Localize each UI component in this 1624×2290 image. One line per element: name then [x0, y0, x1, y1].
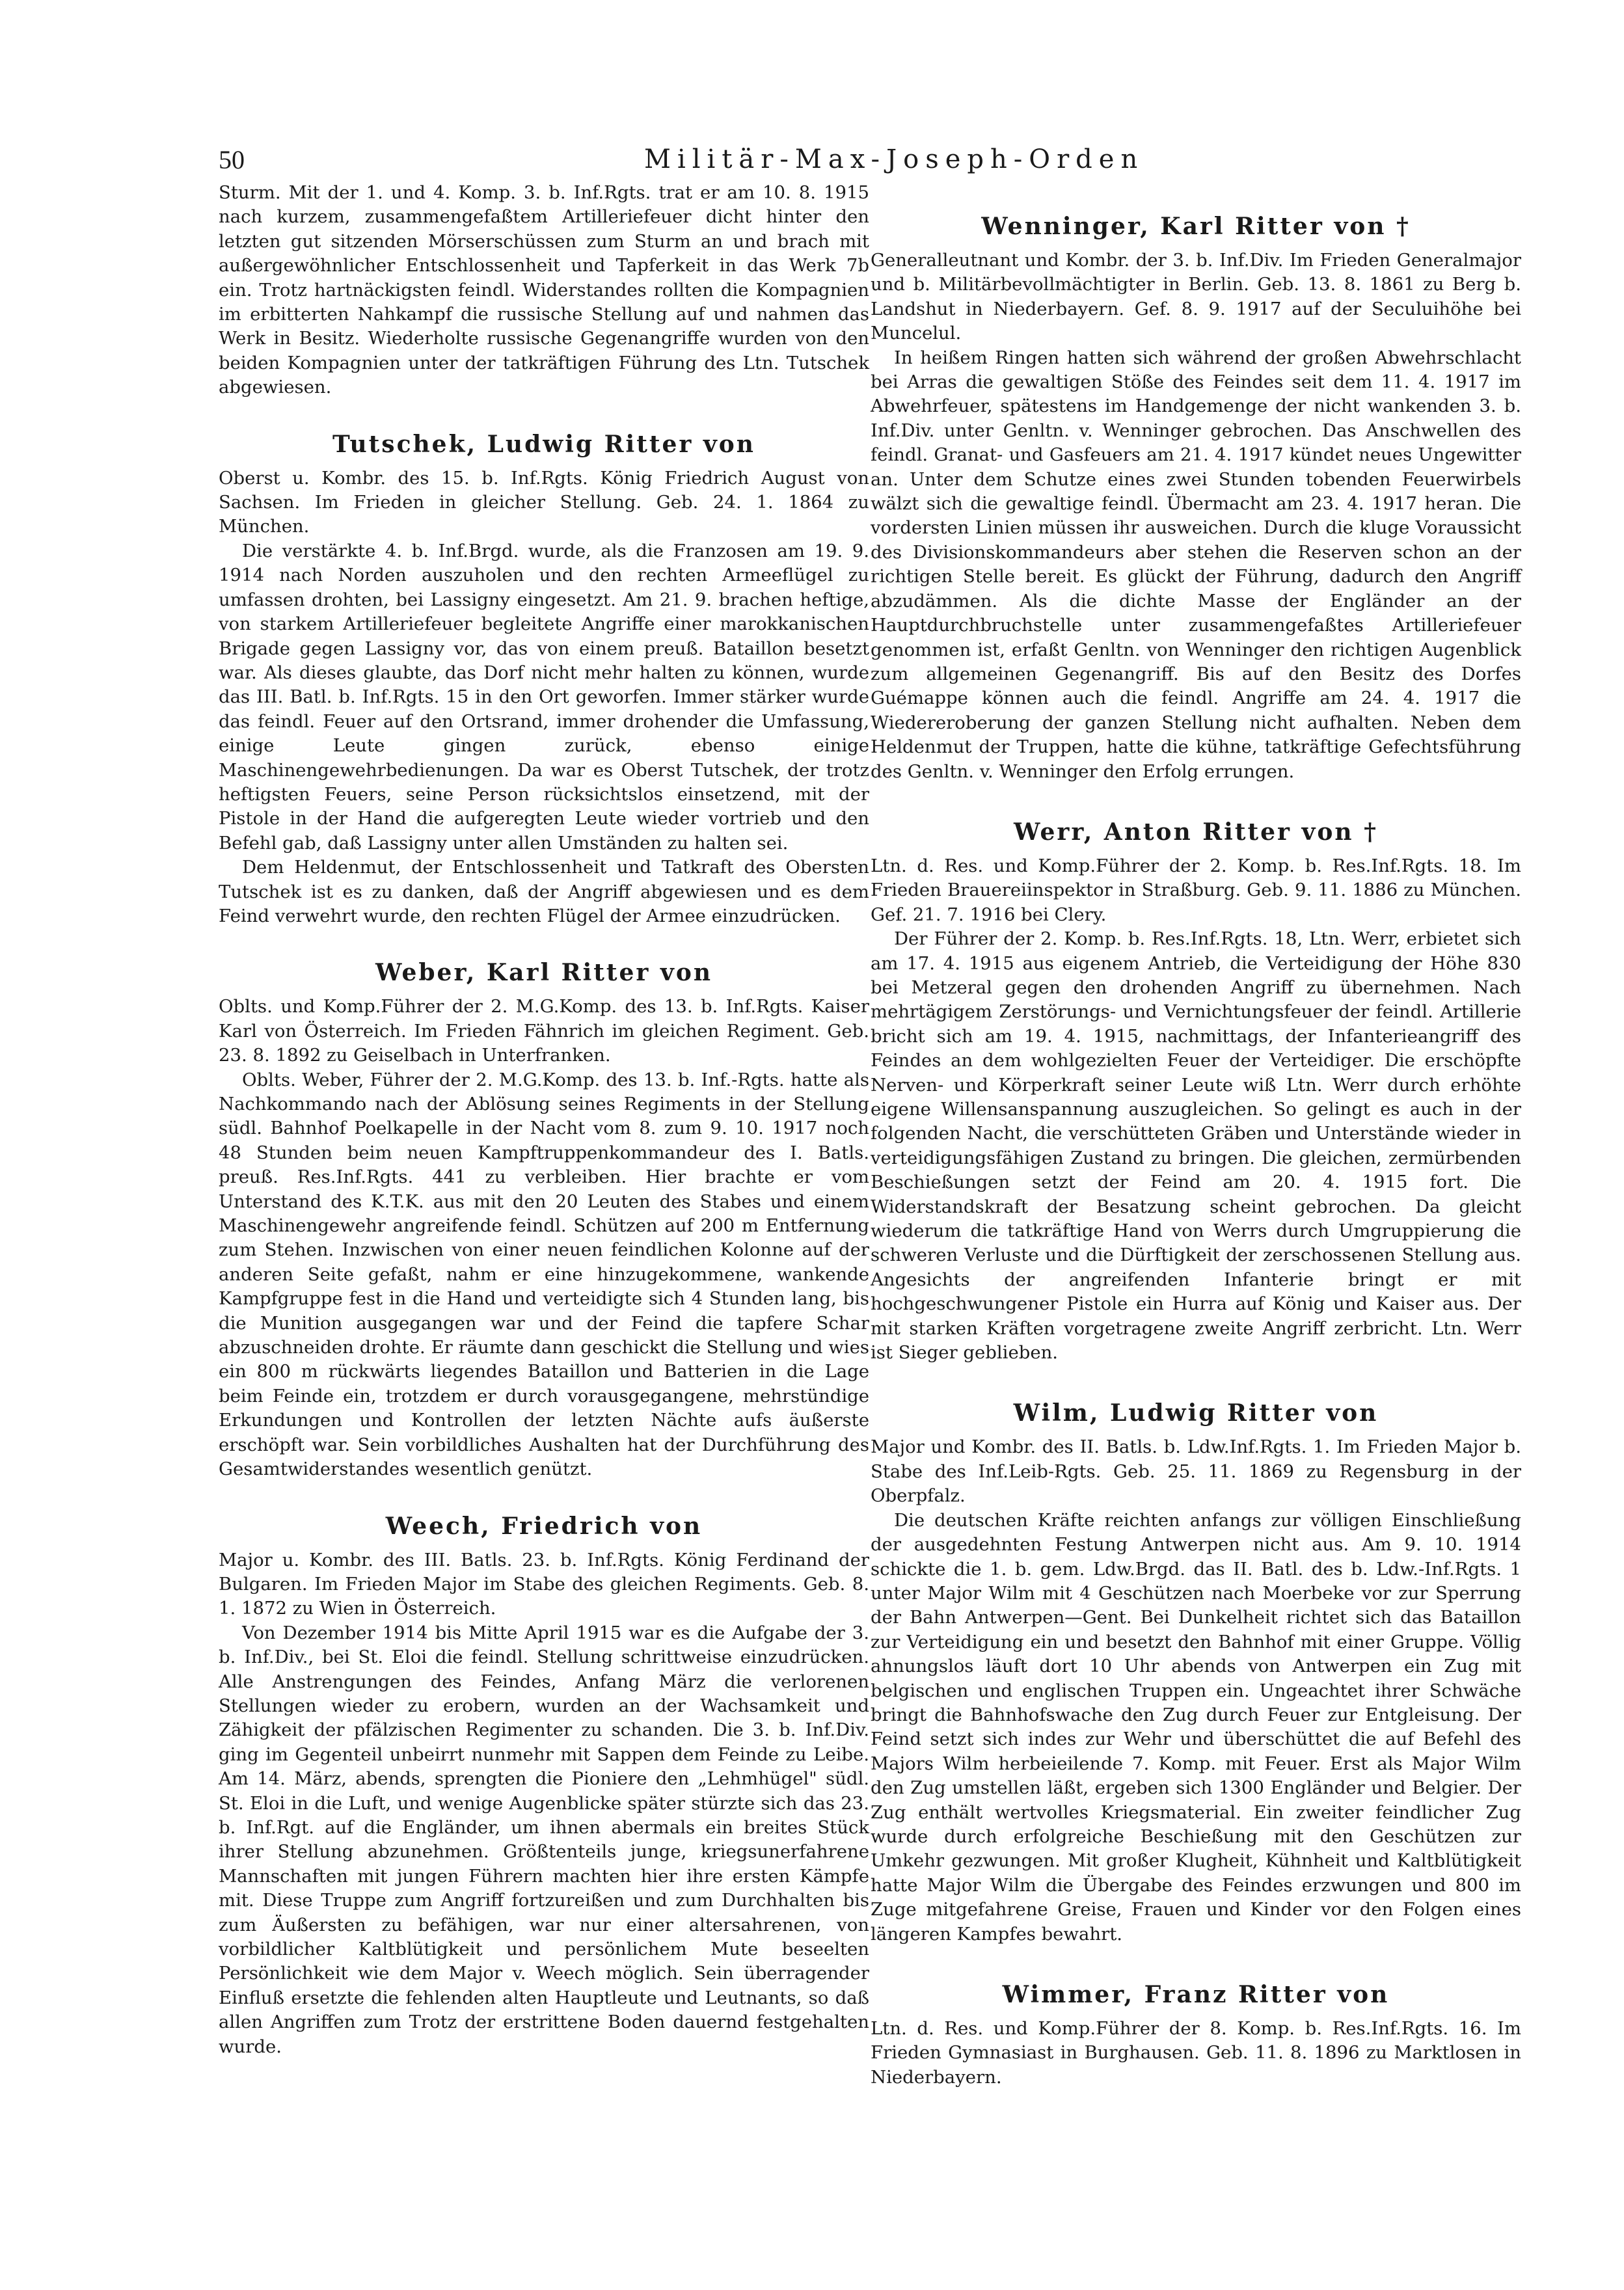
entry-tutschek [219, 429, 869, 929]
entry-paragraph: Oblts. Weber, Führer der 2. M.G.Komp. des 13. b. Inf.-Rgts. hatte als Nachkommando nach der Ablösung seines Regiments in der Stellung südl. Bahnhof Poelkapelle in der Nacht vom 8. zum 9. 10. 1917 noch 48 Stunden beim neuen Kampftruppenkommandeur des I. Batls. preuß. Res.Inf.Rgts. 441 zu verbleiben. Hier brachte er vom Unterstand des K.T.K. aus mit den 20 Leuten des Stabes und einem Maschinengewehr angreifende feindl. Schützen auf 200 m Entfernung zum Stehen. Inzwischen von einer neuen feindlichen Kolonne auf der anderen Seite gefaßt, nahm er eine hinzugekommene, wankende Kampfgruppe fest in die Hand und verteidigte sich 4 Stunden lang, bis die Munition ausgegangen war und der Feind die tapfere Schar abzuschneiden drohte. Er räumte dann geschickt die Stellung und wies ein 800 m rückwärts liegendes Bataillon und Batterien in die Lage beim Feinde ein, trotzdem er durch vorausgegangene, mehrstündige Erkundungen und Kontrollen der letzten Nächte aufs äußerste erschöpft war. Sein vorbildliches Aushalten hat der Durchführung des Gesamtwiderstandes wesentlich genützt. [219, 1069, 869, 1480]
entry-heading: Wenninger, Karl Ritter von † [981, 213, 1411, 240]
running-head: Militär-Max-Joseph-Orden [644, 144, 1144, 174]
entry-weber [219, 957, 869, 1481]
entry-meta: Generalleutnant und Kombr. der 3. b. Inf.Div. Im Frieden Generalmajor und b. Militärbevollmächtigter in Berlin. Geb. 13. 8. 1861 zu Berg b. Landshut in Niederbayern. Gef. 8. 9. 1917 auf der Seculuihöhe bei Muncelul. [871, 250, 1521, 344]
entry-meta: Oblts. und Komp.Führer der 2. M.G.Komp. des 13. b. Inf.Rgts. Kaiser Karl von Österreich. Im Frieden Fähnrich im gleichen Regiment. Geb. 23. 8. 1892 zu Geiselbach in Unterfranken. [219, 996, 869, 1066]
entry-meta: Ltn. d. Res. und Komp.Führer der 2. Komp. b. Res.Inf.Rgts. 18. Im Frieden Brauereiinspektor in Straßburg. Geb. 9. 11. 1886 zu München. Gef. 21. 7. 1916 bei Clery. [871, 855, 1521, 925]
entry-heading: Wilm, Ludwig Ritter von [1013, 1399, 1379, 1427]
entry-heading: Werr, Anton Ritter von † [1014, 818, 1378, 846]
entry-meta: Ltn. d. Res. und Komp.Führer der 8. Komp. b. Res.Inf.Rgts. 16. Im Frieden Gymnasiast in Burghausen. Geb. 11. 8. 1896 zu Marktlosen in Niederbayern. [871, 2018, 1521, 2088]
entry-meta: Major u. Kombr. des III. Batls. 23. b. Inf.Rgts. König Ferdinand der Bulgaren. Im Frieden Major im Stabe des gleichen Regiments. Geb. 8. 1. 1872 zu Wien in Österreich. [219, 1549, 869, 1619]
entry-heading: Tutschek, Ludwig Ritter von [332, 430, 755, 458]
entry-heading: Weech, Friedrich von [385, 1512, 703, 1540]
entry-meta: Major und Kombr. des II. Batls. b. Ldw.Inf.Rgts. 1. Im Frieden Major b. Stabe des Inf.Leib-Rgts. Geb. 25. 11. 1869 zu Regensburg in der Oberpfalz. [871, 1436, 1521, 1507]
right-column [871, 181, 1521, 2090]
entry-paragraph: Von Dezember 1914 bis Mitte April 1915 war es die Aufgabe der 3. b. Inf.Div., bei St. Eloi die feindl. Stellung schrittweise einzudrücken. Alle Anstrengungen des Feindes, Anfang März die verlorenen Stellungen wieder zu erobern, wurden an der Wachsamkeit und Zähigkeit der pfälzischen Regimenter zu schanden. Die 3. b. Inf.Div. ging im Gegenteil unbeirrt nunmehr mit Sappen dem Feinde zu Leibe. Am 14. März, abends, sprengten die Pioniere den „Lehmhügel" südl. St. Eloi in die Luft, und wenige Augenblicke später stürzte sich das 23. b. Inf.Rgt. auf die Engländer, um ihnen abermals ein breites Stück ihrer Stellung abzunehmen. Größtenteils junge, kriegsunerfahrene Mannschaften mit jungen Führern machten hier ihre ersten Kämpfe mit. Diese Truppe zum Angriff fortzureißen und zum Durchhalten bis zum Äußersten zu befähigen, war nur einer altersahrenen, von vorbildlicher Kaltblütigkeit und persönlichem Mute beseelten Persönlichkeit wie dem Major v. Weech möglich. Sein überragender Einfluß ersetzte die fehlenden alten Hauptleute und Leutnants, so daß allen Angriffen zum Trotz der erstrittene Boden dauernd festgehalten wurde. [219, 1622, 869, 2057]
entry-wimmer [871, 1979, 1521, 2090]
left-column [219, 181, 869, 2059]
entry-paragraph: Dem Heldenmut, der Entschlossenheit und Tatkraft des Obersten Tutschek ist es zu danken, daß der Angriff abgewiesen und es dem Feind verwehrt wurde, den rechten Flügel der Armee einzudrücken. [219, 857, 869, 926]
entry-werr [871, 816, 1521, 1366]
entry-paragraph: Der Führer der 2. Komp. b. Res.Inf.Rgts. 18, Ltn. Werr, erbietet sich am 17. 4. 1915 aus eigenem Antrieb, die Verteidigung der Höhe 830 bei Metzeral gegen den drohenden Angriff zu übernehmen. Nach mehrtägigem Zerstörungs- und Vernichtungsfeuer der feindl. Artillerie bricht sich am 19. 4. 1915, nachmittags, der Infanterieangriff des Feindes an dem wohlgezielten Feuer der Verteidiger. Die erschöpfte Nerven- und Körperkraft seiner Leute wiß Ltn. Werr durch erhöhte eigene Willensanspannung auszugleichen. So gelingt es auch in der folgenden Nacht, die verschütteten Gräben und Unterstände wieder in verteidigungsfähigen Zustand zu bringen. Die gleichen, zermürbenden Beschießungen setzt der Feind am 20. 4. 1915 fort. Die Widerstandskraft der Besatzung scheint gebrochen. Da gleicht wiederum die tatkräftige Hand von Werrs durch Umgruppierung die schweren Verluste und die Dürftigkeit der zerschossenen Stellung aus. Angesichts der angreifenden Infanterie bringt er mit hochgeschwungener Pistole ein Hurra auf König und Kaiser aus. Der mit starken Kräften vorgetragene zweite Angriff zerbricht. Ltn. Werr ist Sieger geblieben. [871, 928, 1521, 1364]
entry-paragraph: In heißem Ringen hatten sich während der großen Abwehrschlacht bei Arras die gewaltigen Stöße des Feindes seit dem 11. 4. 1917 im Abwehrfeuer, spätestens im Handgemenge der nicht wankenden 3. b. Inf.Div. unter Genltn. v. Wenninger gebrochen. Das Anschwellen des feindl. Granat- und Gasfeuers am 21. 4. 1917 kündet neues Ungewitter an. Unter dem Schutze eines zwei Stunden tobenden Feuerwirbels wälzt sich die gewaltige feindl. Übermacht am 23. 4. 1917 heran. Die vordersten Linien müssen ihr ausweichen. Durch die kluge Voraussicht des Divisionskommandeurs aber stehen die Reserven schon an der richtigen Stelle bereit. Es glückt der Führung, dadurch den Angriff abzudämmen. Als die dichte Masse der Engländer an der Hauptdurchbruchstelle unter zusammengefaßtes Artilleriefeuer genommen ist, erfaßt Genltn. von Wenninger den richtigen Augenblick zum allgemeinen Gegenangriff. Bis auf den Besitz des Dorfes Guémappe können auch die feindl. Angriffe am 24. 4. 1917 die Wiedereroberung der ganzen Stellung nicht aufhalten. Neben dem Heldenmut der Truppen, hatte die kühne, tatkräftige Gefechtsführung des Genltn. v. Wenninger den Erfolg errungen. [871, 347, 1521, 782]
entry-paragraph: Die verstärkte 4. b. Inf.Brgd. wurde, als die Franzosen am 19. 9. 1914 nach Norden auszuholen und den rechten Armeeflügel zu umfassen drohten, bei Lassigny eingesetzt. Am 21. 9. brachen heftige, von starkem Artilleriefeuer begleitete Angriffe einer marokkanischen Brigade gegen Lassigny vor, das von einem preuß. Bataillon besetzt war. Als dieses glaubte, das Dorf nicht mehr halten zu können, wurde das III. Batl. b. Inf.Rgts. 15 in den Ort geworfen. Immer stärker wurde das feindl. Feuer auf den Ortsrand, immer drohender die Umfassung, einige Leute gingen zurück, ebenso einige Maschinengewehrbedienungen. Da war es Oberst Tutschek, der trotz heftigsten Feuers, seine Person rücksichtslos einsetzend, mit der Pistole in der Hand die aufgeregten Leute wieder vortrieb und den Befehl gab, daß Lassigny unter allen Umständen zu halten sei. [219, 540, 869, 854]
page-number: 50 [219, 145, 245, 174]
entry-heading: Wimmer, Franz Ritter von [1002, 1981, 1390, 2008]
entry-weech [219, 1511, 869, 2060]
continuation-paragraph: Sturm. Mit der 1. und 4. Komp. 3. b. Inf.Rgts. trat er am 10. 8. 1915 nach kurzem, zusammengefaßtem Artilleriefeuer dicht hinter den letzten gut sitzenden Mörserschüssen zum Sturm an und brach mit außergewöhnlicher Entschlossenheit und Tapferkeit in das Werk 7b ein. Trotz hartnäckigsten feindl. Widerstandes rollten die Kompagnien im erbitterten Nahkampf die russische Stellung auf und nahmen das Werk in Besitz. Wiederholte russische Gegenangriffe wurden von den beiden Kompagnien unter der tatkräftigen Führung des Ltn. Tutschek abgewiesen. [219, 182, 869, 398]
entry-wilm [871, 1397, 1521, 1946]
entry-wenninger [871, 211, 1521, 784]
entry-heading: Weber, Karl Ritter von [375, 959, 713, 987]
entry-meta: Oberst u. Kombr. des 15. b. Inf.Rgts. König Friedrich August von Sachsen. Im Frieden in gleicher Stellung. Geb. 24. 1. 1864 zu München. [219, 467, 869, 537]
entry-paragraph: Die deutschen Kräfte reichten anfangs zur völligen Einschließung der ausgedehnten Festung Antwerpen nicht aus. Am 9. 10. 1914 schickte die 1. b. gem. Ldw.Brgd. das II. Batl. des b. Ldw.-Inf.Rgts. 1 unter Major Wilm mit 4 Geschützen nach Moerbeke vor zur Sperrung der Bahn Antwerpen—Gent. Bei Dunkelheit richtet sich das Bataillon zur Verteidigung ein und besetzt den Bahnhof mit einer Gruppe. Völlig ahnungslos läuft dort 10 Uhr abends von Antwerpen ein Zug mit belgischen und englischen Truppen ein. Ungeachtet ihrer Schwäche bringt die Bahnhofswache den Zug durch Feuer zur Entgleisung. Der Feind setzt sich indes zur Wehr und überschüttet die auf Befehl des Majors Wilm herbeieilende 7. Komp. mit Feuer. Erst als Major Wilm den Zug umstellen läßt, ergeben sich 1300 Engländer und Belgier. Der Zug enthält wertvolles Kriegsmaterial. Ein zweiter feindlicher Zug wurde durch erfolgreiche Beschießung mit den Geschützen zur Umkehr gezwungen. Mit großer Klugheit, Kühnheit und Kaltblütigkeit hatte Major Wilm die Übergabe des Feindes erzwungen und 800 im Zuge mitgefahrene Greise, Frauen und Kinder vor den Folgen eines längeren Kampfes bewahrt. [871, 1509, 1521, 1945]
